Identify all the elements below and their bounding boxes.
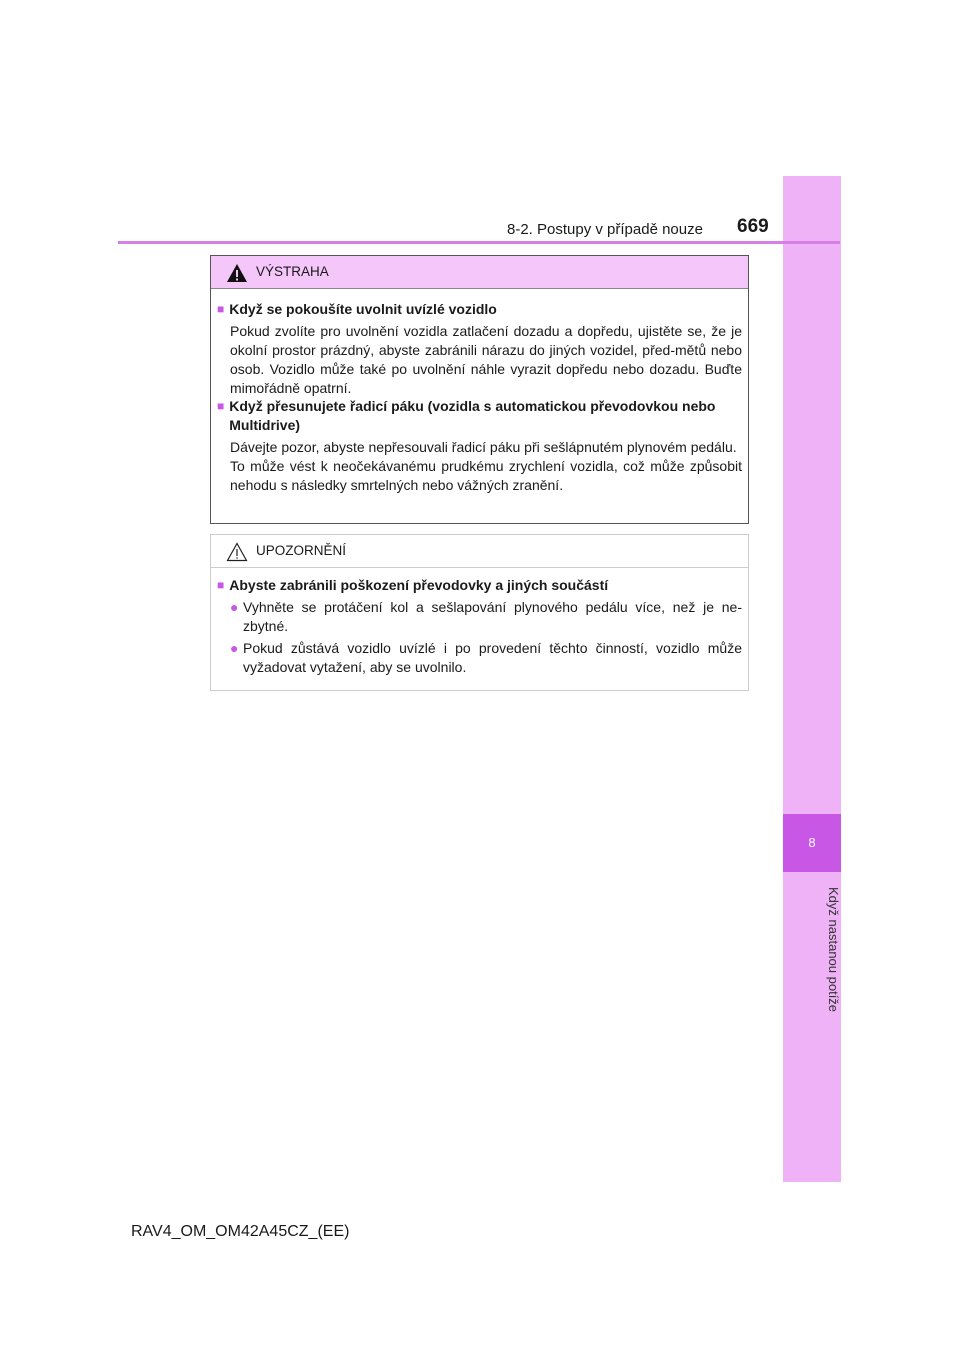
- warning-box: [210, 255, 749, 524]
- caution-bullet-2-text: Pokud zůstává vozidlo uvízlé i po provedení těchto činností, vozidlo může vyžadovat vytažení, aby se uvolnilo.: [243, 640, 742, 675]
- caution-bullet-1: [217, 598, 742, 636]
- caution-bullet-1-text: Vyhněte se protáčení kol a sešlapování plynového pedálu více, než je ne-zbytné.: [243, 599, 742, 634]
- caution-box: [210, 534, 749, 691]
- warning-section-2-text: Dávejte pozor, abyste nepřesouvali řadicí páku při sešlápnutém plynovém pedálu.: [230, 439, 737, 455]
- warning-header: [211, 256, 748, 289]
- chapter-title: Když nastanou potíže: [826, 887, 841, 1013]
- caution-section: [217, 576, 742, 677]
- page-number: 669: [737, 216, 769, 237]
- document-code: RAV4_OM_OM42A45CZ_(EE): [131, 1223, 350, 1240]
- section-title: 8-2. Postupy v případě nouze: [507, 221, 703, 238]
- square-bullet-icon: ■: [217, 399, 225, 413]
- warning-section-2-text-2: To může vést k neočekávanému prudkému zrychlení vozidla, což může způsobit nehodu s následky smrtelných nebo vážných zranění.: [230, 458, 742, 493]
- caution-triangle-icon: [226, 542, 248, 562]
- chapter-side-tab: [783, 176, 841, 1182]
- caution-title: UPOZORNĚNÍ: [256, 543, 347, 558]
- warning-section-2-heading-text: Když přesunujete řadicí páku (vozidla s automatickou převodovkou nebo Multidrive): [229, 398, 716, 433]
- caution-heading: [217, 576, 742, 595]
- chapter-number-tab: [783, 814, 841, 872]
- caution-bullet-2: [217, 639, 742, 677]
- caution-header: [211, 535, 748, 568]
- warning-section-2-heading: [217, 397, 742, 435]
- chapter-number: 8: [808, 835, 816, 850]
- square-bullet-icon: ■: [217, 302, 225, 316]
- warning-title: VÝSTRAHA: [256, 264, 329, 279]
- warning-section-2: [217, 397, 742, 495]
- header-rule: [118, 241, 840, 244]
- round-bullet-icon: ●: [230, 640, 239, 656]
- square-bullet-icon: ■: [217, 578, 225, 592]
- warning-section-1-text: Pokud zvolíte pro uvolnění vozidla zatlačení dozadu a dopředu, ujistěte se, že je okolní prostor prázdný, abyste zabránili nárazu do jiných vozidel, před-mětů nebo osob. Vozidlo může také po uvolnění náhle vyrazit dopředu nebo dozadu. Buďte mimořádně opatrní.: [230, 323, 742, 396]
- warning-section-1-heading: [217, 300, 742, 319]
- round-bullet-icon: ●: [230, 599, 239, 615]
- warning-section-1-heading-text: Když se pokoušíte uvolnit uvízlé vozidlo: [229, 301, 497, 317]
- warning-triangle-icon: [226, 263, 248, 283]
- warning-section-1: [217, 300, 742, 398]
- caution-heading-text: Abyste zabránili poškození převodovky a jiných součástí: [229, 577, 609, 593]
